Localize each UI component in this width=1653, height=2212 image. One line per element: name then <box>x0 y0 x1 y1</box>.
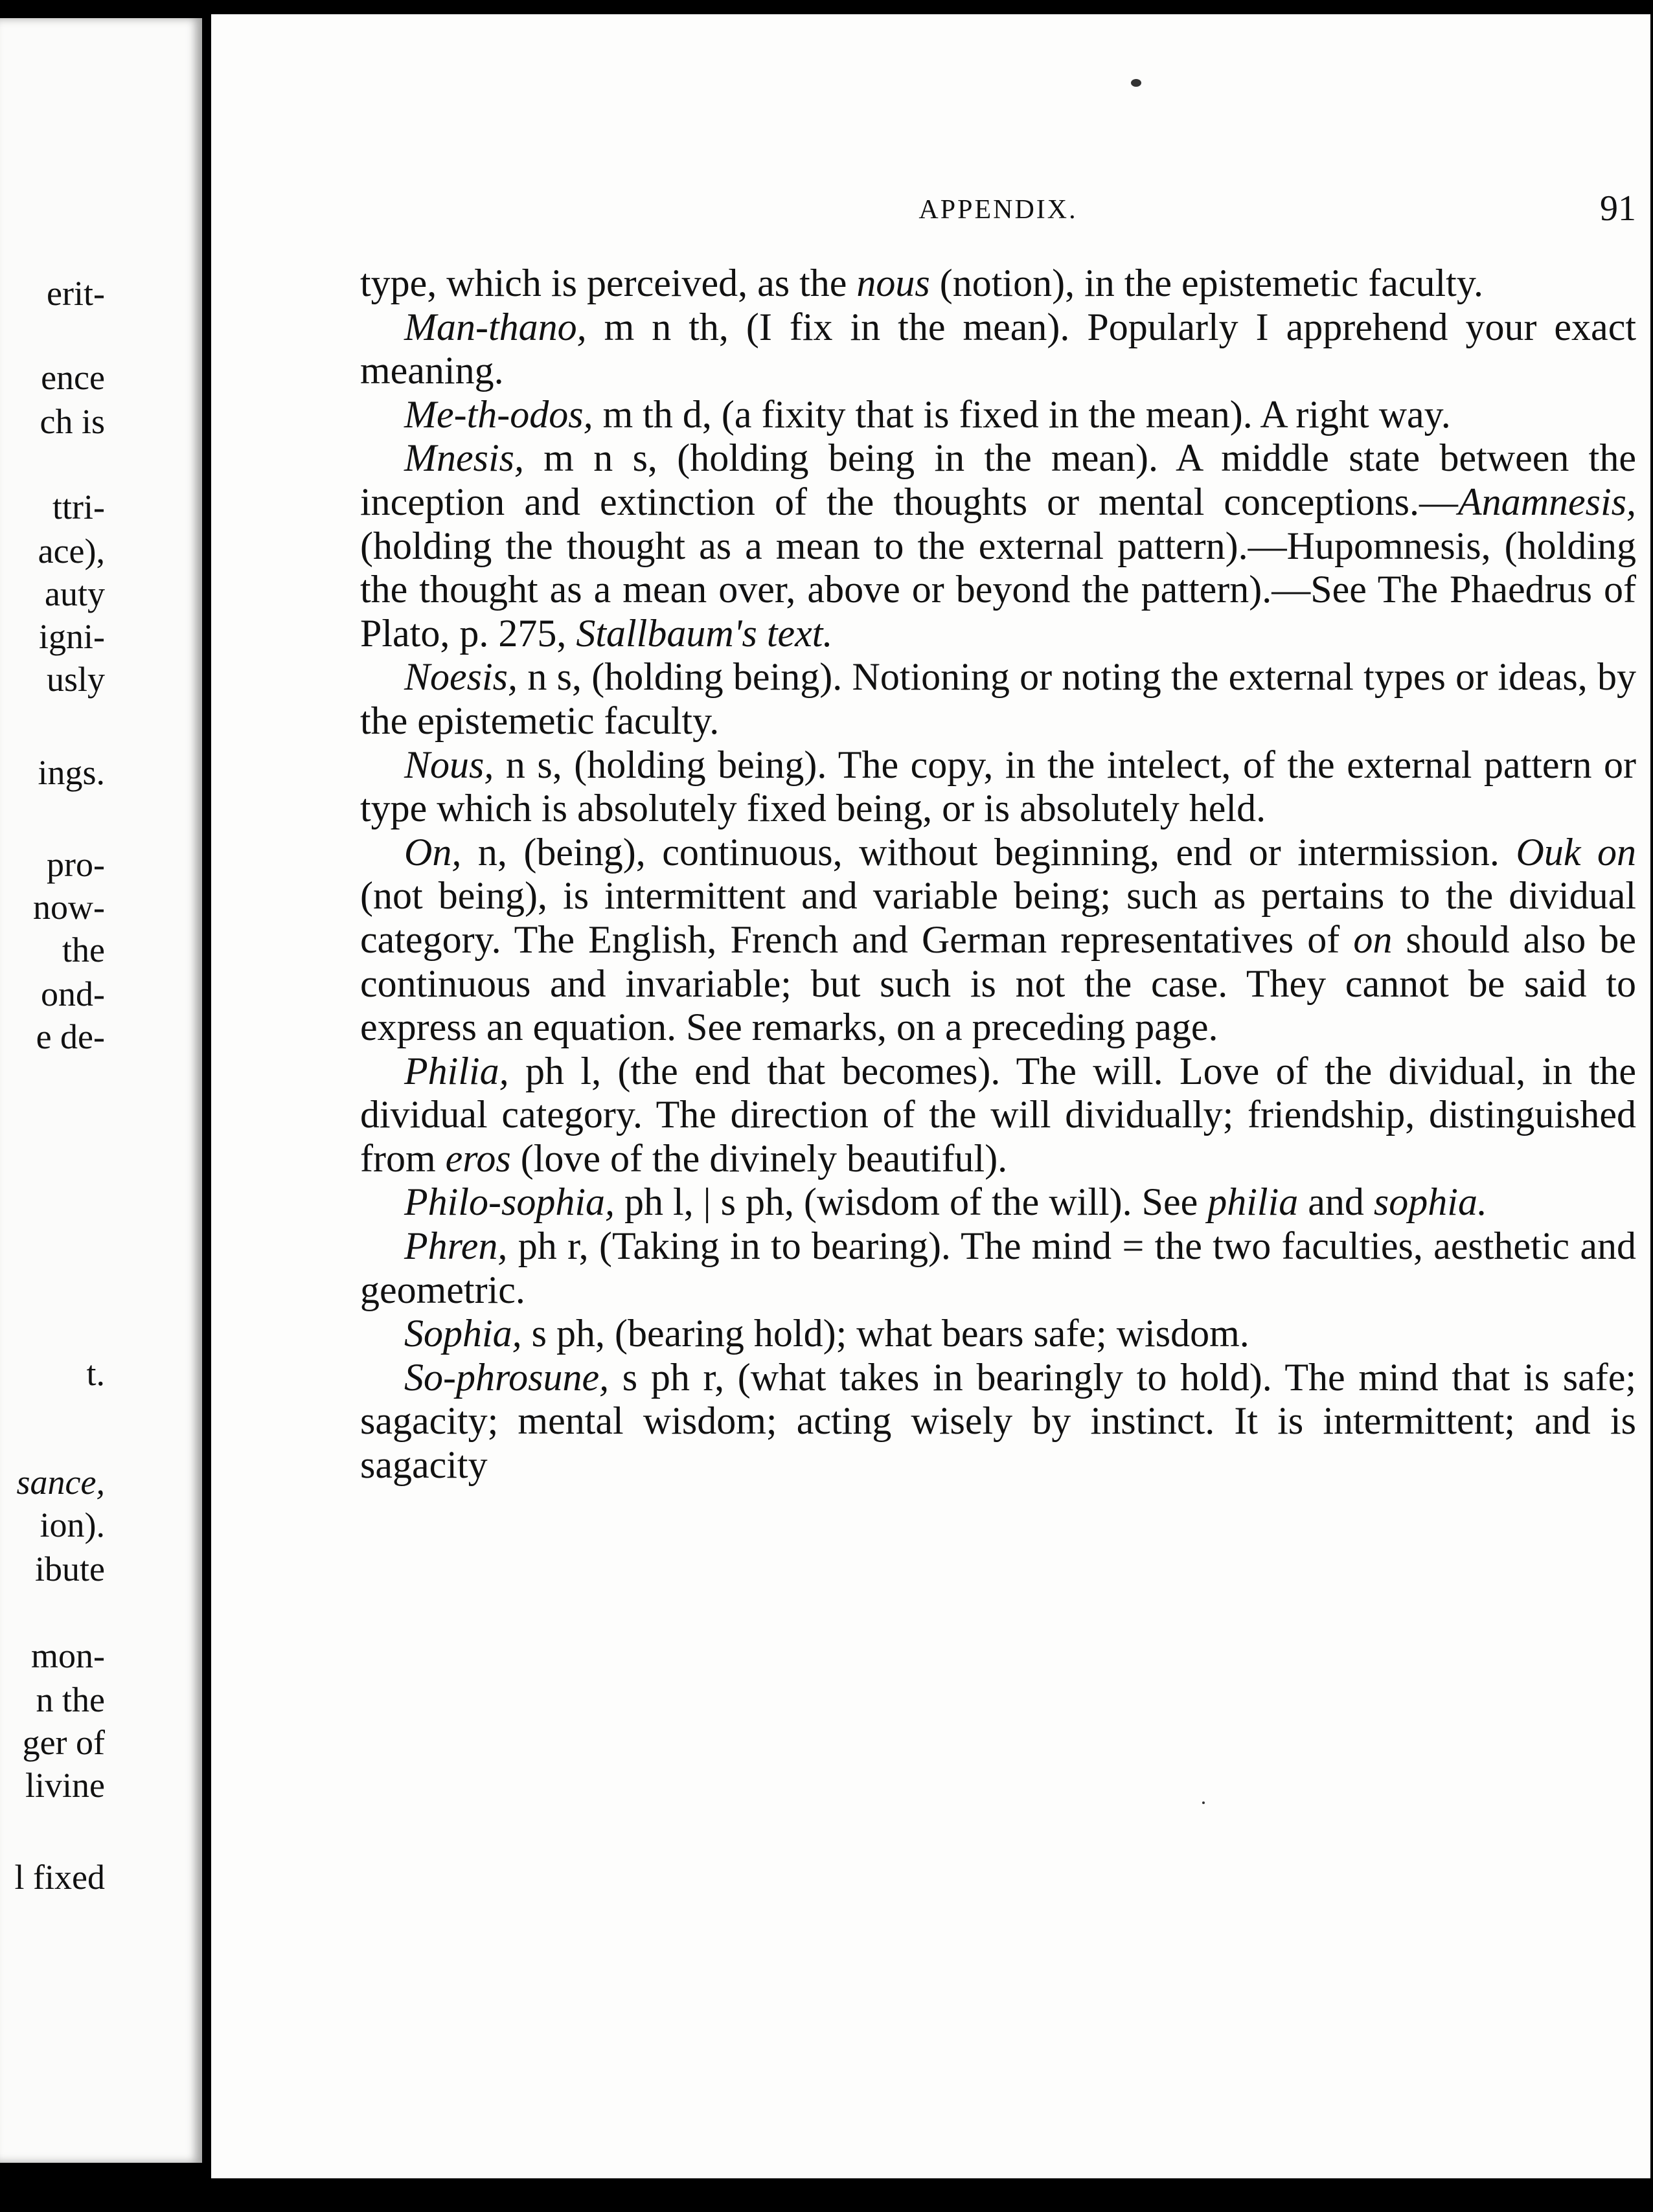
fragment-line: the <box>62 931 105 969</box>
glossary-text <box>360 262 1636 1487</box>
headword: Me-th-odos, <box>404 392 593 436</box>
fragment-line: ion). <box>40 1506 105 1544</box>
fragment-line: usly <box>46 660 105 699</box>
headword: So-phrosune, <box>404 1355 610 1399</box>
glossary-entry: Mnesis, m n s, (holding being in the mean). A middle state between the inception and extinction of the thoughts or mental conceptions.—Anamnesis, (holding the thought as a mean to the external pattern).—Hupomnesis, (holding the thought as a mean over, above or beyond the pattern).—See The Phaedrus of Plato, p. 275, Stallbaum's text. <box>360 436 1636 655</box>
glossary-entry: So-phrosune, s ph r, (what takes in bearingly to hold). The mind that is safe; sagacity; mental wisdom; acting wisely by instinct. It is intermittent; and is sagacity <box>360 1355 1636 1487</box>
book-page <box>211 14 1650 2178</box>
glossary-entry: Phren, ph r, (Taking in to bearing). The mind = the two faculties, aesthetic and geometric. <box>360 1224 1636 1311</box>
fragment-line: pro- <box>47 845 105 884</box>
headword: On, <box>404 830 462 874</box>
fragment-line: ibute <box>35 1550 105 1588</box>
fragment-line: now- <box>33 888 105 927</box>
ink-speck <box>1202 1801 1205 1804</box>
fragment-line: ch is <box>40 402 105 441</box>
fragment-line: igni- <box>39 617 105 656</box>
previous-page-fragment <box>0 18 202 2163</box>
headword: Nous, <box>404 743 494 786</box>
fragment-line: t. <box>86 1354 105 1393</box>
fragment-line: ace), <box>38 532 105 570</box>
glossary-entry: Noesis, n s, (holding being). Notioning or noting the external types or ideas, by the epistemetic faculty. <box>360 655 1636 742</box>
page-number: 91 <box>1600 188 1636 229</box>
headword: Man-thano, <box>404 305 587 348</box>
headword: Phren, <box>404 1224 508 1268</box>
headword: Mnesis, <box>404 436 524 480</box>
glossary-entry: type, which is perceived, as the nous (notion), in the epistemetic faculty. <box>360 262 1483 304</box>
fragment-line: ings. <box>38 753 105 792</box>
headword: Philo-sophia, <box>404 1180 615 1224</box>
glossary-entry: Sophia, s ph, (bearing hold); what bears safe; wisdom. <box>404 1312 1249 1355</box>
ink-speck <box>1131 79 1141 87</box>
fragment-line: ttri- <box>52 488 105 526</box>
running-head <box>360 175 1636 240</box>
glossary-entry: Philia, ph l, (the end that becomes). The will. Love of the dividual, in the dividual category. The direction of the will dividually; friendship, distinguished from eros (love of the divinely beautiful). <box>360 1049 1636 1180</box>
glossary-entry: Me-th-odos, m th d, (a fixity that is fixed in the mean). A right way. <box>404 392 1451 436</box>
fragment-line: ence <box>41 358 105 397</box>
fragment-line: auty <box>45 574 105 613</box>
fragment-line: erit- <box>47 274 105 313</box>
fragment-line: e de- <box>36 1017 105 1056</box>
page-heading: APPENDIX. <box>918 195 1078 225</box>
fragment-line: ger of <box>22 1723 105 1762</box>
fragment-line: n the <box>36 1680 105 1719</box>
fragment-line: l fixed <box>14 1858 105 1897</box>
fragment-line: ond- <box>41 975 105 1013</box>
headword: Noesis, <box>404 655 518 699</box>
fragment-line: sance, <box>16 1463 105 1502</box>
fragment-line: livine <box>25 1766 105 1805</box>
glossary-entry: Nous, n s, (holding being). The copy, in the intelect, of the external pattern or type which is absolutely fixed being, or is absolutely held. <box>360 743 1636 830</box>
glossary-entry: On, n, (being), continuous, without beginning, end or intermission. Ouk on (not being), is intermittent and variable being; such as pertains to the dividual category. The English, French and German representatives of on should also be continuous and invariable; but such is not the case. They cannot be said to express an equation. See remarks, on a preceding page. <box>360 830 1636 1049</box>
glossary-entry: Philo-sophia, ph l, | s ph, (wisdom of the will). See philia and sophia. <box>404 1180 1487 1224</box>
headword: Sophia, <box>404 1312 522 1355</box>
headword: Philia, <box>404 1049 509 1092</box>
glossary-entry: Man-thano, m n th, (I fix in the mean). Popularly I apprehend your exact meaning. <box>360 305 1636 392</box>
fragment-line: mon- <box>31 1636 105 1675</box>
